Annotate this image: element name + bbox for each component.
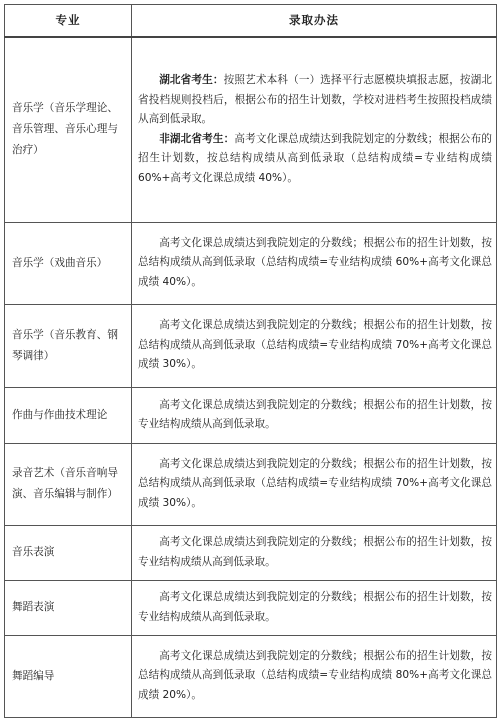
paragraph-label: 非湖北省考生： xyxy=(159,132,235,145)
method-cell xyxy=(132,443,497,525)
admission-table xyxy=(4,4,497,718)
header-major: 专业 xyxy=(5,5,132,38)
paragraph-text: 高考文化课总成绩达到我院划定的分数线；根据公布的招生计划数，按专业结构成绩从高到低录取。 xyxy=(138,591,492,623)
method-cell xyxy=(132,580,497,635)
method-paragraph xyxy=(138,130,492,189)
method-paragraph xyxy=(138,316,492,375)
method-cell xyxy=(132,37,497,222)
method-cell xyxy=(132,525,497,580)
paragraph-text: 高考文化课总成绩达到我院划定的分数线；根据公布的招生计划数，按总结构成绩从高到低录取（总结构成绩=专业结构成绩 70%+高考文化课总成绩 30%）。 xyxy=(138,457,492,509)
paragraph-text: 高考文化课总成绩达到我院划定的分数线；根据公布的招生计划数，按总结构成绩从高到低录取（总结构成绩=专业结构成绩 70%+高考文化课总成绩 30%）。 xyxy=(138,319,492,371)
method-paragraph xyxy=(138,234,492,293)
major-cell: 音乐表演 xyxy=(5,525,132,580)
paragraph-text: 高考文化课总成绩达到我院划定的分数线；根据公布的招生计划数，按专业结构成绩从高到低录取。 xyxy=(138,398,492,430)
method-cell xyxy=(132,304,497,387)
major-cell: 舞蹈表演 xyxy=(5,580,132,635)
method-paragraph xyxy=(138,71,492,130)
paragraph-text: 高考文化课总成绩达到我院划定的分数线；根据公布的招生计划数，按专业结构成绩从高到低录取。 xyxy=(138,536,492,568)
paragraph-text: 高考文化课总成绩达到我院划定的分数线；根据公布的招生计划数，按总结构成绩从高到低录取（总结构成绩=专业结构成绩 60%+高考文化课总成绩 40%）。 xyxy=(138,132,493,184)
paragraph-label: 湖北省考生： xyxy=(159,74,224,87)
major-cell: 音乐学（音乐教育、钢琴调律） xyxy=(5,304,132,387)
major-cell: 舞蹈编导 xyxy=(5,635,132,717)
method-cell xyxy=(132,222,497,304)
table-row xyxy=(5,580,497,635)
paragraph-text: 高考文化课总成绩达到我院划定的分数线；根据公布的招生计划数，按总结构成绩从高到低录取（总结构成绩=专业结构成绩 60%+高考文化课总成绩 40%）。 xyxy=(138,236,492,288)
method-cell xyxy=(132,387,497,443)
method-paragraph xyxy=(138,455,492,514)
method-paragraph xyxy=(138,588,492,627)
table-row xyxy=(5,304,497,387)
method-paragraph xyxy=(138,396,492,435)
table-row xyxy=(5,222,497,304)
table-row xyxy=(5,443,497,525)
table-header xyxy=(5,5,497,38)
table-row xyxy=(5,635,497,717)
major-cell: 音乐学（戏曲音乐） xyxy=(5,222,132,304)
major-cell: 音乐学（音乐学理论、音乐管理、音乐心理与治疗） xyxy=(5,37,132,222)
table-row xyxy=(5,387,497,443)
header-method: 录取办法 xyxy=(132,5,497,38)
method-paragraph xyxy=(138,533,492,572)
header-row xyxy=(5,5,497,38)
table-row xyxy=(5,525,497,580)
paragraph-text: 按照艺术本科（一）选择平行志愿模块填报志愿，按湖北省投档规则投档后，根据公布的招生计划数，学校对进档考生按照投档成绩从高到低录取。 xyxy=(138,74,493,126)
major-cell: 作曲与作曲技术理论 xyxy=(5,387,132,443)
paragraph-text: 高考文化课总成绩达到我院划定的分数线；根据公布的招生计划数，按总结构成绩从高到低录取（总结构成绩=专业结构成绩 80%+高考文化课总成绩 20%）。 xyxy=(138,649,492,701)
table-row xyxy=(5,37,497,222)
method-cell xyxy=(132,635,497,717)
method-paragraph xyxy=(138,647,492,706)
major-cell: 录音艺术（音乐音响导演、音乐编辑与制作） xyxy=(5,443,132,525)
